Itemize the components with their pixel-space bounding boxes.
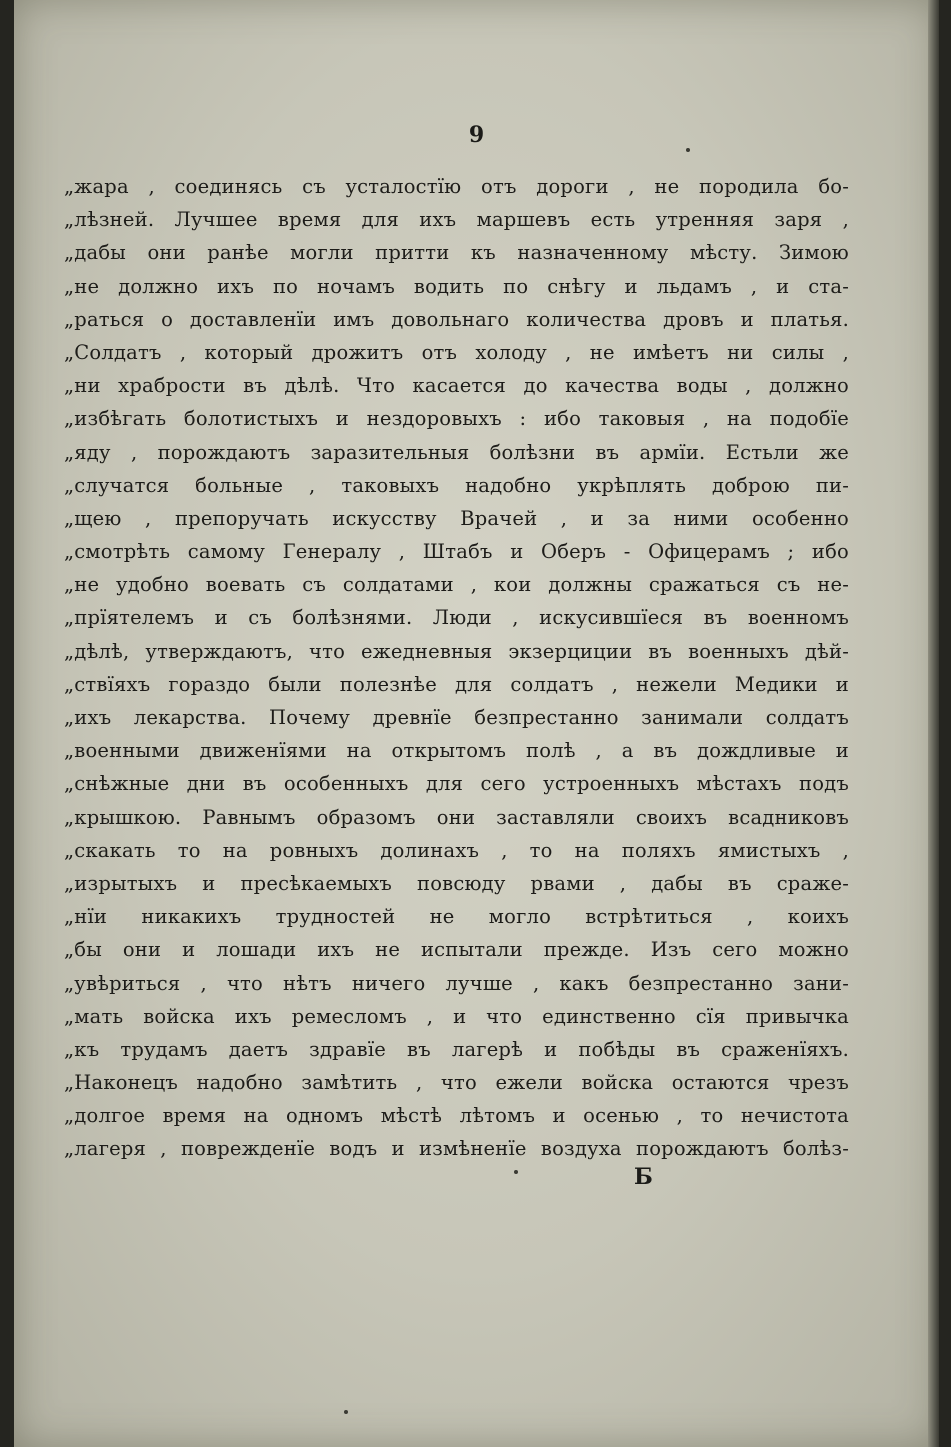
paper-speck — [686, 148, 690, 152]
text-line: „долгое время на одномъ мѣстѣ лѣтомъ и осенью , то нечистота — [64, 1104, 849, 1128]
text-line: „ствїяхъ гораздо были полезнѣе для солдатъ , нежели Медики и — [64, 672, 849, 696]
text-line: „случатся больные , таковыхъ надобно укрѣплять доброю пи- — [64, 473, 849, 497]
text-line: „увѣриться , что нѣтъ ничего лучше , какъ безпрестанно зани- — [64, 971, 849, 995]
text-line: „бы они и лошади ихъ не испытали прежде. Изъ сего можно — [64, 938, 849, 962]
page-gutter — [928, 0, 939, 1447]
text-line: „яду , порождаютъ заразительныя болѣзни въ армїи. Естьли же — [64, 440, 849, 464]
text-line: „лагеря , поврежденїе водъ и измѣненїе воздуха порождаютъ болѣз- — [64, 1137, 849, 1161]
text-line: „жара , соединясь съ усталостїю отъ дороги , не породила бо- — [64, 175, 849, 198]
text-line: „мать войска ихъ ремесломъ , и что единственно сїя привычка — [64, 1004, 849, 1028]
text-line: „Наконецъ надобно замѣтить , что ежели войска остаются чрезъ — [64, 1071, 849, 1095]
book-page — [14, 0, 939, 1447]
text-line: „дѣлѣ, утверждаютъ, что ежедневныя экзерциции въ военныхъ дѣй- — [64, 639, 849, 663]
text-line: „дабы они ранѣе могли притти къ назначенному мѣсту. Зимою — [64, 241, 849, 265]
paper-speck — [514, 1170, 518, 1174]
text-line: „снѣжные дни въ особенныхъ для сего устроенныхъ мѣстахъ подъ — [64, 772, 849, 796]
text-line: „смотрѣть самому Генералу , Штабъ и Оберъ - Офицерамъ ; ибо — [64, 540, 849, 564]
text-line: „ни храбрости въ дѣлѣ. Что касается до качества воды , должно — [64, 374, 849, 398]
body-text — [64, 170, 849, 1166]
text-line: „скакать то на ровныхъ долинахъ , то на поляхъ ямистыхъ , — [64, 838, 849, 862]
text-line: „Солдатъ , который дрожитъ отъ холоду , не имѣетъ ни силы , — [64, 340, 849, 364]
text-line: „не удобно воевать съ солдатами , кои должны сражаться съ не- — [64, 573, 849, 597]
text-line: „къ трудамъ даетъ здравїе въ лагерѣ и побѣды въ сраженїяхъ. — [64, 1037, 849, 1061]
text-line: „щею , препоручать искусству Врачей , и за ними особенно — [64, 506, 849, 530]
text-line: „военными движенїями на открытомъ полѣ , а въ дождливые и — [64, 739, 849, 763]
text-line: „изрытыхъ и пресѣкаемыхъ повсюду рвами , дабы въ сраже- — [64, 871, 849, 895]
page-number: 9 — [468, 122, 485, 148]
text-line: „крышкою. Равнымъ образомъ они заставляли своихъ всадниковъ — [64, 805, 849, 829]
text-line: „избѣгать болотистыхъ и нездоровыхъ : ибо таковыя , на подобїе — [64, 407, 849, 431]
signature-mark: Б — [634, 1164, 653, 1190]
text-line: „прїятелемъ и съ болѣзнями. Люди , искусившїеся въ военномъ — [64, 606, 849, 630]
text-line: „не должно ихъ по ночамъ водить по снѣгу и льдамъ , и ста- — [64, 274, 849, 298]
text-line: „нїи никакихъ трудностей не могло встрѣтиться , коихъ — [64, 905, 849, 929]
text-line: „лѣзней. Лучшее время для ихъ маршевъ есть утренняя заря , — [64, 208, 849, 232]
text-line: „ихъ лекарства. Почему древнїе безпрестанно занимали солдатъ — [64, 706, 849, 729]
text-line: „раться о доставленїи имъ довольнаго количества дровъ и платья. — [64, 307, 849, 331]
paper-speck — [344, 1410, 348, 1414]
